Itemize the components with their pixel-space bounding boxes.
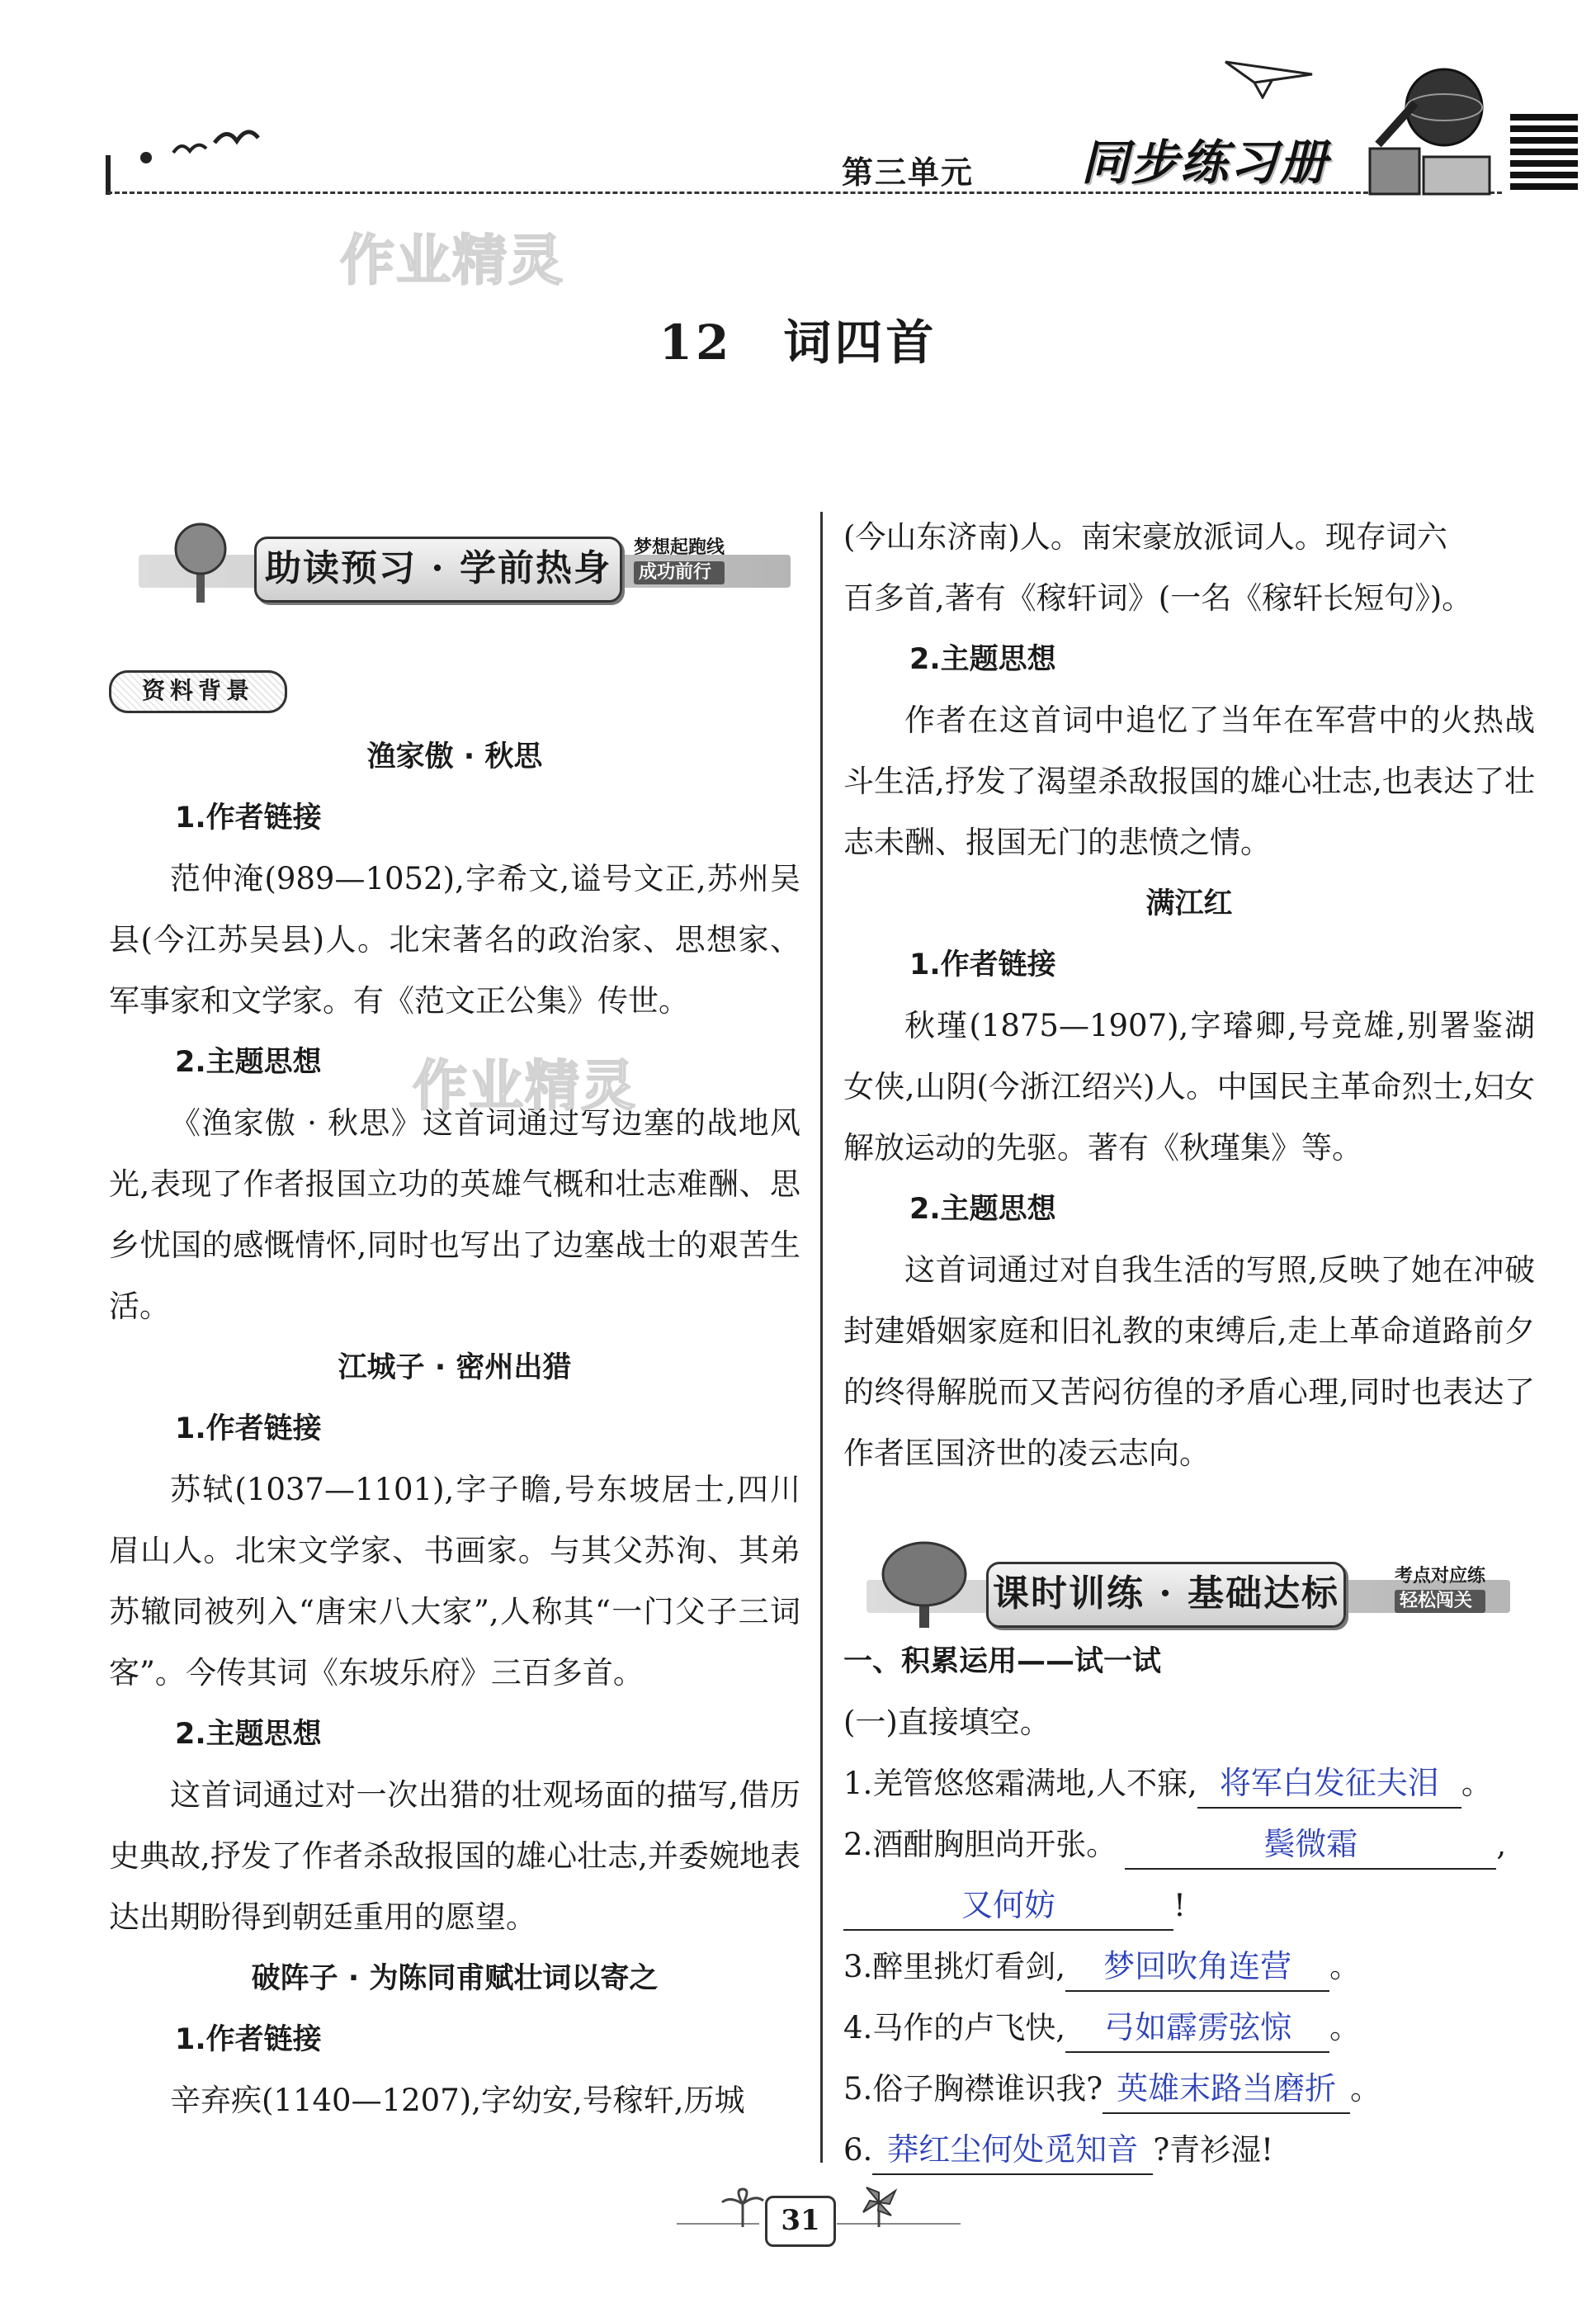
section-banner-preview [139, 512, 791, 619]
birds-icon [169, 120, 260, 169]
header-post-decoration [106, 155, 111, 195]
page-number: 31 [765, 2196, 836, 2247]
answer-blank[interactable]: 鬓微霜 [1125, 1820, 1496, 1870]
author-text-line: 辛弃疾(1140—1207),字幼安,号稼轩,历城 [170, 2083, 745, 2118]
author-text-line: 百多首,著有《稼轩词》(一名《稼轩长短句》)。 [843, 580, 1473, 616]
fill-item-2-cont [843, 1875, 1535, 1937]
banner-slogan-bottom: 轻松闯关 [1395, 1590, 1485, 1613]
answer-blank[interactable]: 莽红尘何处觅知音 [872, 2126, 1153, 2175]
lesson-title: 12 词四首 [659, 314, 937, 371]
theme-heading: 2.主题思想 [175, 1046, 322, 1079]
author-heading: 1.作者链接 [175, 1412, 322, 1445]
item-punct: 。 [1461, 1766, 1492, 1801]
watermark: 作业精灵 [413, 1054, 637, 1118]
fill-item-5 [843, 2059, 1535, 2120]
item-punct: 。 [1329, 2010, 1361, 2045]
banner-slogan [1395, 1565, 1485, 1613]
tree-icon [875, 1537, 974, 1636]
fill-item-2 [843, 1814, 1535, 1875]
material-background-tag: 资料背景 [109, 670, 287, 713]
theme-heading: 2.主题思想 [909, 643, 1056, 676]
author-text: 苏轼(1037—1101),字子瞻,号东坡居士,四川眉山人。北宋文学家、书画家。与其父苏洵、其弟苏辙同被列入“唐宋八大家”,人称其“一门父子三词客”。今传其词《东坡乐府》三百多首。 [109, 1472, 800, 1691]
fill-item-4 [843, 1998, 1535, 2059]
banner-title: 助读预习 · 学前热身 [254, 537, 622, 603]
column-divider [820, 512, 823, 2163]
author-heading: 1.作者链接 [175, 2023, 322, 2056]
globe-telescope-illustration [1353, 58, 1502, 198]
header-stripes-decoration [1510, 114, 1578, 195]
right-column [843, 507, 1535, 1484]
banner-slogan-top: 梦想起跑线 [634, 537, 725, 558]
theme-text: 这首词通过对一次出猎的壮观场面的描写,借历史典故,抒发了作者杀敌报国的雄心壮志,并委婉地表达出期盼得到朝廷重用的愿望。 [109, 1777, 800, 1935]
item-prompt: 5.俗子胸襟谁识我? [843, 2071, 1103, 2107]
author-text: 秋瑾(1875—1907),字璿卿,号竞雄,别署鉴湖女侠,山阴(今浙江绍兴)人。中国民主革命烈士,妇女解放运动的先驱。著有《秋瑾集》等。 [843, 1008, 1535, 1166]
author-text: 范仲淹(989—1052),字希文,谥号文正,苏州吴县(今江苏吴县)人。北宋著名的政治家、思想家、军事家和文学家。有《范文正公集》传世。 [109, 861, 800, 1019]
fill-item-6 [843, 2120, 1535, 2181]
page-header [0, 0, 1596, 292]
book-title: 同步练习册 [1081, 135, 1329, 191]
theme-text: 这首词通过对自我生活的写照,反映了她在冲破封建婚姻家庭和旧礼教的束缚后,走上革命道路前夕的终得解脱而又苦闷彷徨的矛盾心理,同时也表达了作者匡国济世的凌云志向。 [843, 1252, 1535, 1471]
theme-heading: 2.主题思想 [909, 1193, 1056, 1226]
item-punct: 。 [1329, 1949, 1361, 1984]
part-heading: 一、积累运用——试一试 [843, 1645, 1162, 1678]
banner-title: 课时训练 · 基础达标 [986, 1562, 1346, 1628]
pinwheel-icon [850, 2179, 908, 2229]
banner-slogan-bottom: 成功前行 [634, 561, 725, 584]
tree-icon [155, 516, 246, 607]
item-punct: ?青衫湿! [1153, 2132, 1274, 2168]
section-banner-training [866, 1537, 1510, 1644]
answer-blank[interactable]: 梦回吹角连营 [1065, 1942, 1329, 1992]
theme-text: 作者在这首词中追忆了当年在军营中的火热战斗生活,抒发了渴望杀敌报国的雄心壮志,也表达了壮志未酬、报国无门的悲愤之情。 [843, 702, 1535, 860]
watermark: 作业精灵 [340, 229, 564, 292]
answer-blank[interactable]: 又何妨 [843, 1881, 1173, 1931]
left-column [109, 726, 800, 2131]
poem-title: 江城子 · 密州出猎 [338, 1351, 572, 1384]
poem-title: 渔家傲 · 秋思 [366, 740, 543, 773]
unit-label: 第三单元 [842, 154, 975, 191]
item-punct: , [1496, 1827, 1507, 1862]
palm-icon [718, 2187, 767, 2229]
answer-blank[interactable]: 弓如霹雳弦惊 [1065, 2003, 1329, 2053]
poem-title: 破阵子 · 为陈同甫赋壮词以寄之 [251, 1962, 659, 1995]
fill-item-3 [843, 1937, 1535, 1998]
answer-blank[interactable]: 英雄末路当磨折 [1103, 2064, 1350, 2114]
exercise-block [843, 1631, 1535, 2181]
author-text-line: (今山东济南)人。南宋豪放派词人。现存词六 [843, 519, 1447, 555]
author-heading: 1.作者链接 [909, 948, 1056, 981]
theme-heading: 2.主题思想 [175, 1718, 322, 1751]
fill-item-1 [843, 1753, 1535, 1814]
banner-slogan-top: 考点对应练 [1395, 1566, 1486, 1587]
header-dot-decoration [140, 152, 152, 163]
item-prompt: 4.马作的卢飞快, [843, 2010, 1066, 2045]
item-punct: 。 [1350, 2071, 1381, 2107]
theme-text: 《渔家傲 · 秋思》这首词通过写边塞的战地风光,表现了作者报国立功的英雄气概和壮志难酬、思乡忧国的感慨情怀,同时也写出了边塞战士的艰苦生活。 [109, 1105, 800, 1324]
sub-heading: (一)直接填空。 [843, 1705, 1051, 1740]
paper-plane-icon [1221, 50, 1320, 99]
item-prompt: 2.酒酣胸胆尚开张。 [843, 1827, 1117, 1862]
item-prompt: 1.羌管悠悠霜满地,人不寐, [843, 1766, 1197, 1801]
poem-title: 满江红 [1145, 887, 1233, 920]
item-prompt: 3.醉里挑灯看剑, [843, 1949, 1066, 1984]
item-prompt: 6. [843, 2132, 873, 2168]
author-heading: 1.作者链接 [175, 802, 322, 835]
banner-slogan [634, 537, 725, 584]
answer-blank[interactable]: 将军白发征夫泪 [1197, 1759, 1461, 1809]
item-punct: ! [1173, 1888, 1186, 1923]
